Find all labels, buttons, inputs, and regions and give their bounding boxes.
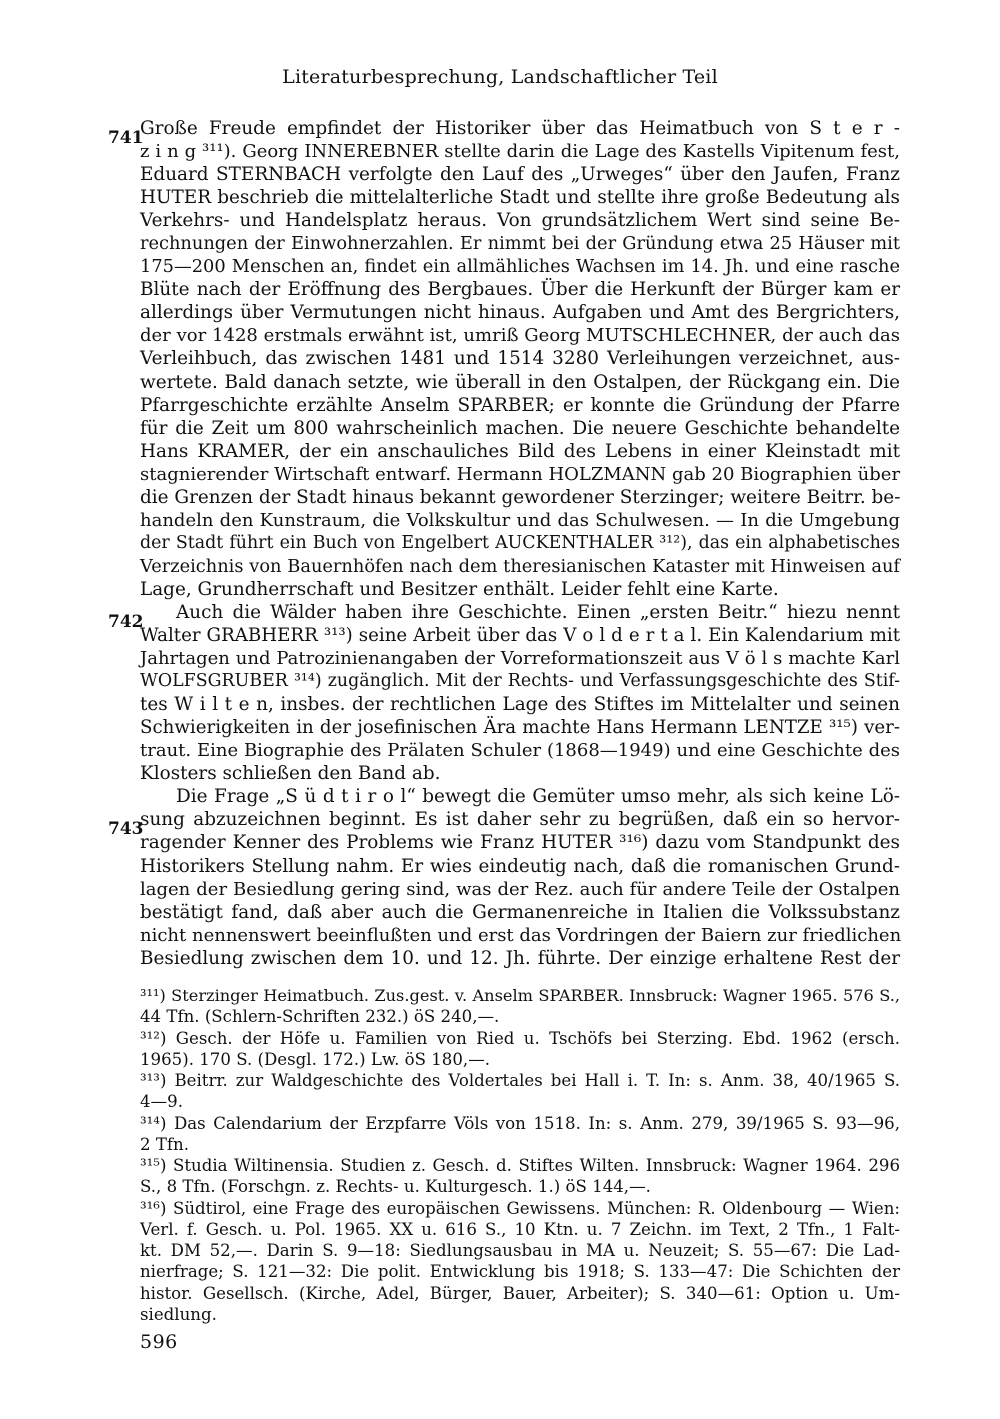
paragraph-number-742: 742 (108, 612, 144, 632)
footnote-line: nierfrage; S. 121—32: Die polit. Entwicklung bis 1918; S. 133—47: Die Schichten der (140, 1262, 900, 1282)
paragraph-number-743: 743 (108, 819, 144, 839)
body-line: Die Frage „S ü d t i r o l“ bewegt die Gemüter umso mehr, als sich keine Lö- (176, 786, 900, 808)
footnote-line: ³¹¹) Sterzinger Heimatbuch. Zus.gest. v. Anselm SPARBER. Innsbruck: Wagner 1965. 576 S., (140, 986, 900, 1005)
footnote-line: ³¹⁵) Studia Wiltinensia. Studien z. Gesch. d. Stiftes Wilten. Innsbruck: Wagner 1964. 296 (140, 1156, 900, 1175)
body-line: Lage, Grundherrschaft und Besitzer enthält. Leider fehlt eine Karte. (140, 578, 779, 600)
footnotes (140, 985, 900, 1325)
footnote-line: ³¹²) Gesch. der Höfe u. Familien von Ried u. Tschöfs bei Sterzing. Ebd. 1962 (ersch. (140, 1028, 900, 1048)
footnote-line: kt. DM 52,—. Darin S. 9—18: Siedlungsausbau in MA u. Neuzeit; S. 55—67: Die Lad- (140, 1241, 900, 1260)
body-line: HUTER beschrieb die mittelalterliche Stadt und stellte ihre große Bedeutung als (140, 187, 900, 209)
footnote-line: Verl. f. Gesch. u. Pol. 1965. XX u. 616 S., 10 Ktn. u. 7 Zeichn. im Text, 2 Tfn., 1 Falt- (140, 1219, 900, 1239)
body-line: WOLFSGRUBER ³¹⁴) zugänglich. Mit der Rechts- und Verfassungsgeschichte des Stif- (140, 671, 900, 692)
body-text (140, 117, 900, 970)
body-line: z i n g ³¹¹). Georg INNEREBNER stellte darin die Lage des Kastells Vipitenum fest, (140, 141, 900, 163)
footnote-line: 4—9. (140, 1092, 183, 1112)
running-header: Literaturbesprechung, Landschaftlicher Teil (282, 66, 718, 88)
body-line: allerdings über Vermutungen nicht hinaus. Aufgaben und Amt des Bergrichters, (140, 302, 900, 324)
body-line: 175—200 Menschen an, findet ein allmähliches Wachsen im 14. Jh. und eine rasche (140, 256, 900, 278)
body-line: der vor 1428 erstmals erwähnt ist, umriß Georg MUTSCHLECHNER, der auch das (140, 325, 900, 347)
body-line: stagnierender Wirtschaft entwarf. Hermann HOLZMANN gab 20 Biographien über (140, 463, 901, 485)
body-line: handeln den Kunstraum, die Volkskultur und das Schulwesen. — In die Umgebung (140, 509, 900, 531)
body-line: für die Zeit um 800 wahrscheinlich machen. Die neuere Geschichte behandelte (140, 417, 900, 439)
body-line: ragender Kenner des Problems wie Franz HUTER ³¹⁶) dazu vom Standpunkt des (140, 832, 900, 854)
footnote-line: ³¹³) Beitrr. zur Waldgeschichte des Voldertales bei Hall i. T. In: s. Anm. 38, 40/1965 S. (140, 1071, 900, 1090)
body-line: Historikers Stellung nahm. Er wies eindeutig nach, daß die romanischen Grund- (140, 855, 900, 877)
body-line: Eduard STERNBACH verfolgte den Lauf des „Urweges“ über den Jaufen, Franz (140, 164, 900, 186)
footnote-line: 1965). 170 S. (Desgl. 172.) Lw. öS 180,—. (140, 1049, 491, 1069)
body-line: wertete. Bald danach setzte, wie überall in den Ostalpen, der Rückgang ein. Die (140, 371, 900, 393)
footnote-line: S., 8 Tfn. (Forschgn. z. Rechts- u. Kulturgesch. 1.) öS 144,—. (140, 1177, 651, 1197)
footnote-line: 2 Tfn. (140, 1134, 190, 1154)
footnote-line: ³¹⁴) Das Calendarium der Erzpfarre Völs von 1518. In: s. Anm. 279, 39/1965 S. 93—96, (140, 1113, 900, 1133)
body-line: Walter GRABHERR ³¹³) seine Arbeit über das V o l d e r t a l. Ein Kalendarium mit (140, 625, 900, 647)
footnote-line: siedlung. (140, 1304, 217, 1324)
body-line: Verkehrs- und Handelsplatz heraus. Von grundsätzlichem Wert sind seine Be- (140, 210, 900, 232)
body-line: Pfarrgeschichte erzählte Anselm SPARBER; er konnte die Gründung der Pfarre (140, 394, 900, 416)
body-line: Auch die Wälder haben ihre Geschichte. Einen „ersten Beitr.“ hiezu nennt (176, 601, 900, 623)
body-line: Schwierigkeiten in der josefinischen Ära machte Hans Hermann LENTZE ³¹⁵) ver- (140, 717, 900, 739)
body-line: Große Freude empfindet der Historiker über das Heimatbuch von S t e r - (140, 118, 900, 139)
body-line: Blüte nach der Eröffnung des Bergbaues. Über die Herkunft der Bürger kam er (140, 279, 900, 301)
body-line: Hans KRAMER, der ein anschauliches Bild des Lebens in einer Kleinstadt mit (140, 440, 900, 462)
body-line: rechnungen der Einwohnerzahlen. Er nimmt bei der Gründung etwa 25 Häuser mit (140, 233, 900, 255)
paragraph-number-741: 741 (108, 128, 144, 148)
body-line: lagen der Besiedlung gering sind, was der Rez. auch für andere Teile der Ostalpen (140, 878, 900, 900)
body-line: tes W i l t e n, insbes. der rechtlichen Lage des Stiftes im Mittelalter und seinen (140, 694, 900, 716)
body-line: der Stadt führt ein Buch von Engelbert AUCKENTHALER ³¹²), das ein alphabetisches (140, 532, 900, 553)
body-line: Besiedlung zwischen dem 10. und 12. Jh. führte. Der einzige erhaltene Rest der (140, 947, 900, 969)
footnote-line: histor. Gesellsch. (Kirche, Adel, Bürger, Bauer, Arbeiter); S. 340—61: Option u. Um- (140, 1283, 900, 1303)
page-number: 596 (140, 1331, 178, 1353)
body-line: Verzeichnis von Bauernhöfen nach dem theresianischen Kataster mit Hinweisen auf (140, 555, 900, 577)
body-line: bestätigt fand, daß aber auch die Germanenreiche in Italien die Volkssubstanz (140, 901, 900, 923)
footnote-line: 44 Tfn. (Schlern-Schriften 232.) öS 240,—. (140, 1007, 500, 1027)
footnote-line: ³¹⁶) Südtirol, eine Frage des europäischen Gewissens. München: R. Oldenbourg — Wien: (140, 1198, 900, 1218)
body-line: Klosters schließen den Band ab. (140, 763, 441, 785)
body-line: Jahrtagen und Patrozinienangaben der Vorreformationszeit aus V ö l s machte Karl (140, 648, 900, 670)
body-line: Verleihbuch, das zwischen 1481 und 1514 3280 Verleihungen verzeichnet, aus- (140, 348, 900, 370)
body-line: nicht nennenswert beeinflußten und erst das Vordringen der Baiern zur friedlichen (140, 924, 902, 946)
body-line: die Grenzen der Stadt hinaus bekannt gewordener Sterzinger; weitere Beitrr. be- (140, 486, 901, 508)
body-line: traut. Eine Biographie des Prälaten Schuler (1868—1949) und eine Geschichte des (140, 740, 900, 762)
body-line: sung abzuzeichnen beginnt. Es ist daher sehr zu begrüßen, daß ein so hervor- (140, 809, 900, 831)
